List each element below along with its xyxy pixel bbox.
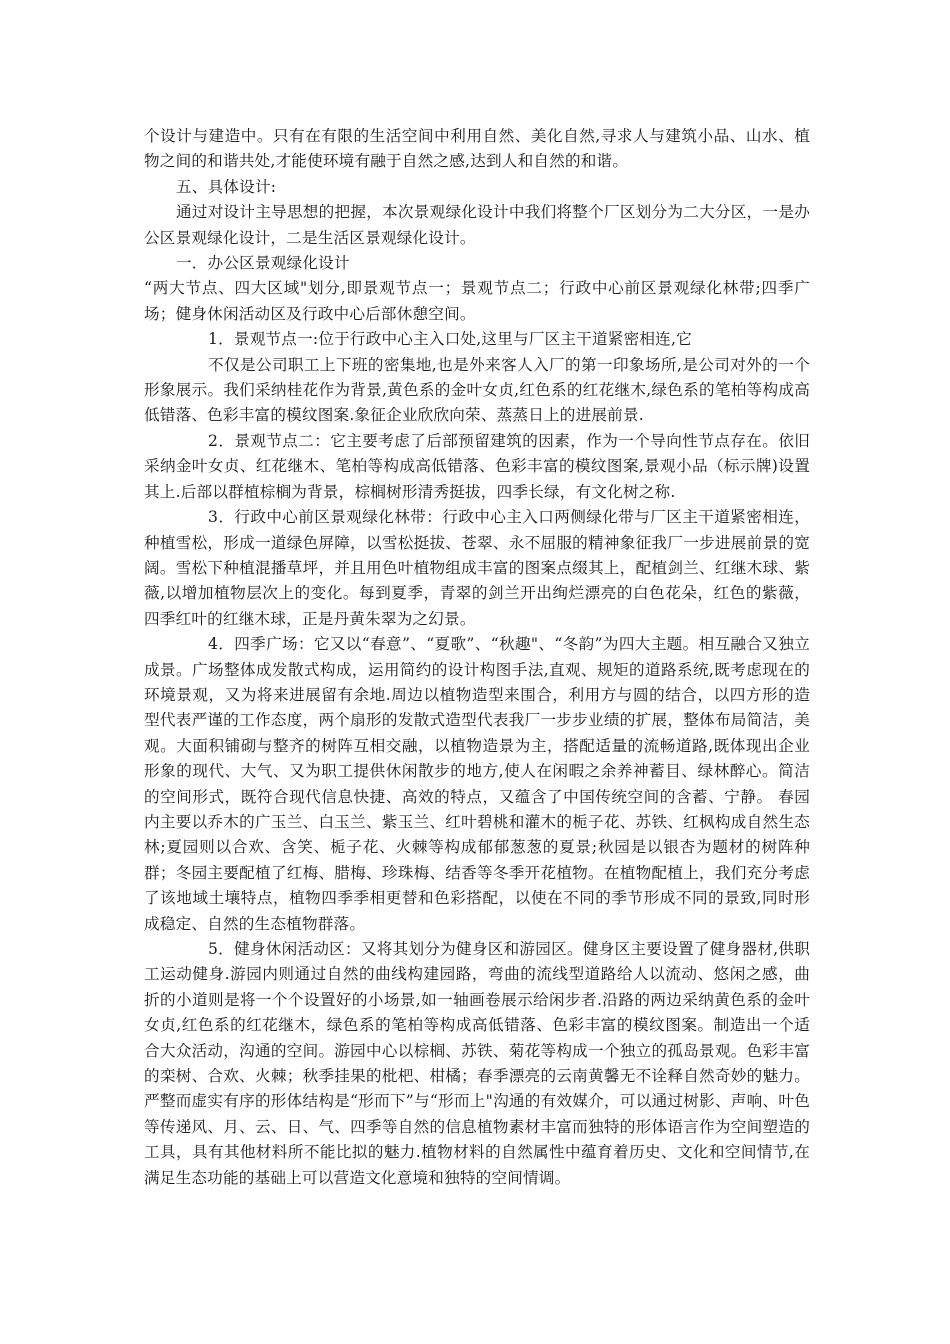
paragraph-zoning: “两大节点、四大区域"划分,即景观节点一；景观节点二；行政中心前区景观绿化林带;四季广场；健身休闲活动区及行政中心后部休憩空间。	[144, 279, 810, 323]
paragraph-intro: 通过对设计主导思想的把握，本次景观绿化设计中我们将整个厂区划分为二大分区，一是办公区景观绿化设计，二是生活区景观绿化设计。	[144, 203, 810, 247]
subsection-heading-1: 一．办公区景观绿化设计	[176, 254, 350, 273]
item-1-heading: 1．景观节点一:位于行政中心主入口处,这里与厂区主干道紧密相连,它	[208, 330, 692, 349]
item-1-body: 不仅是公司职工上下班的密集地,也是外来客人入厂的第一印象场所,是公司对外的一个形象展示。我们采纳桂花作为背景,黄色系的金叶女贞,红色系的红花继木,绿色系的笔柏等构成高低错落、色彩丰富的模纹图案.象征企业欣欣向荣、蒸蒸日上的进展前景.	[144, 355, 810, 425]
item-4: 4．四季广场：它又以“春意”、“夏歌”、“秋趣"、“冬韵”为四大主题。相互融合又独立成景。广场整体成发散式构成，运用简约的设计构图手法,直观、规矩的道路系统,既考虑现在的环境景观，又为将来进展留有余地.周边以植物造型来围合，利用方与圆的结合，以四方形的造型代表严谨的工作态度，两个扇形的发散式造型代表我厂一步步业绩的扩展，整体布局简洁，美观。大面积铺砌与整齐的树阵互相交融，以植物造景为主，搭配适量的流畅道路,既体现出企业形象的现代、大气、又为职工提供休闲散步的地方,使人在闲暇之余养神蓄目、绿林醉心。简洁的空间形式，既符合现代信息快捷、高效的特点，又蕴含了中国传统空间的含蓄、宁静。 春园内主要以乔木的广玉兰、白玉兰、紫玉兰、红叶碧桃和灌木的栀子花、苏铁、红枫构成自然生态林;夏园则以合欢、含笑、栀子花、火棘等构成郁郁葱葱的夏景;秋园是以银杏为题材的树阵种群；冬园主要配植了红梅、腊梅、珍珠梅、结香等冬季开花植物。在植物配植上，我们充分考虑了该地域土壤特点，植物四季季相更替和色彩搭配，以使在不同的季节形成不同的景致,同时形成稳定、自然的生态植物群落。	[144, 635, 810, 933]
item-2: 2．景观节点二：它主要考虑了后部预留建筑的因素，作为一个导向性节点存在。依旧采纳金叶女贞、红花继木、笔柏等构成高低错落、色彩丰富的模纹图案,景观小品（标示牌)设置其上.后部以群植棕榈为背景，棕榈树形清秀挺拔，四季长绿，有文化树之称.	[144, 431, 810, 501]
item-5: 5．健身休闲活动区：又将其划分为健身区和游园区。健身区主要设置了健身器材,供职工运动健身.游园内则通过自然的曲线构建园路，弯曲的流线型道路给人以流动、悠闲之感，曲折的小道则是将一个个设置好的小场景,如一轴画卷展示给闲步者.沿路的两边采纳黄色系的金叶女贞,红色系的红花继木，绿色系的笔柏等构成高低错落、色彩丰富的模纹图案。制造出一个适合大众活动，沟通的空间。游园中心以棕榈、苏铁、菊花等构成一个独立的孤岛景观。色彩丰富的栾树、合欢、火棘；秋季挂果的枇杷、柑橘；春季漂亮的云南黄馨无不诠释自然奇妙的魅力。严整而虚实有序的形体结构是“形而下”与“形而上"沟通的有效媒介，可以通过树影、声响、叶色等传递风、月、云、日、气、四季等自然的信息植物素材丰富而独特的形体语言作为空间塑造的工具，具有其他材料所不能比拟的魅力.植物材料的自然属性中蕴育着历史、文化和空间情节,在满足生态功能的基础上可以营造文化意境和独特的空间情调。	[144, 940, 810, 1187]
item-3: 3．行政中心前区景观绿化林带：行政中心主入口两侧绿化带与厂区主干道紧密相连，种植雪松，形成一道绿色屏障，以雪松挺拔、苍翠、永不屈服的精神象征我厂一步进展前景的宽阔。雪松下种植混播草坪，并且用色叶植物组成丰富的图案点缀其上，配植剑兰、红继木球、紫薇,以增加植物层次上的变化。每到夏季，青翠的剑兰开出绚烂漂亮的白色花朵，红色的紫薇，四季红叶的红继木球，正是丹黄朱翠为之幻景。	[144, 508, 810, 628]
paragraph-continuation: 个设计与建造中。只有在有限的生活空间中利用自然、美化自然,寻求人与建筑小品、山水、植物之间的和谐共处,才能使环境有融于自然之感,达到人和自然的和谐。	[144, 127, 810, 171]
document-body	[144, 124, 810, 1191]
section-heading-5: 五、具体设计:	[176, 177, 277, 196]
